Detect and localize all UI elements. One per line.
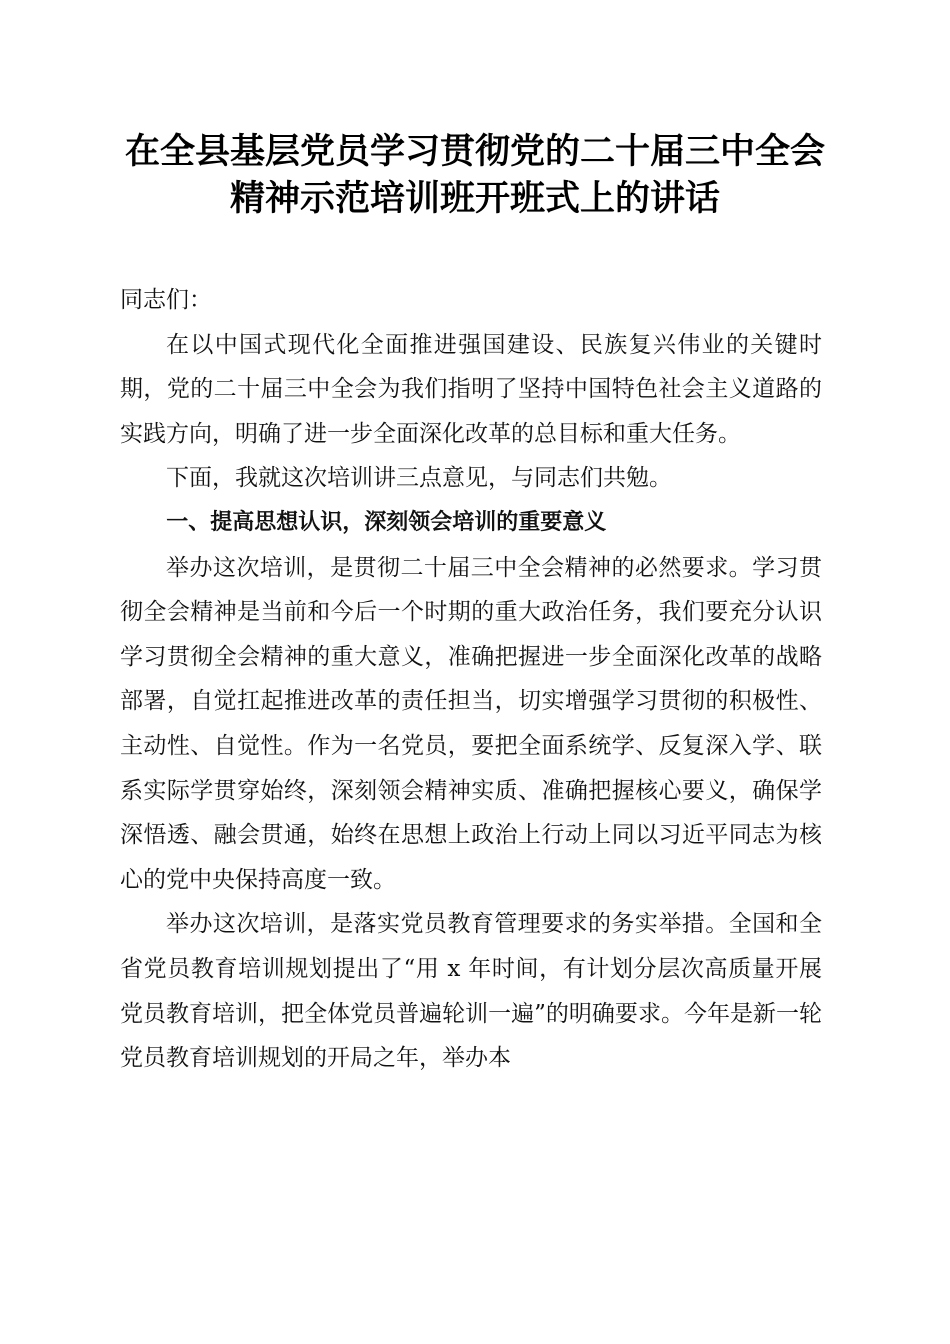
document-title (0, 128, 950, 222)
document-body (120, 278, 822, 1081)
section-paragraph-1: 举办这次培训，是贯彻二十届三中全会精神的必然要求。学习贯彻全会精神是当前和今后一个时期的重大政治任务，我们要充分认识学习贯彻全会精神的重大意义，准确把握进一步全面深化改革的战略部署，自觉扛起推进改革的责任担当，切实增强学习贯彻的积极性、主动性、自觉性。作为一名党员，要把全面系统学、反复深入学、联系实际学贯穿始终，深刻领会精神实质、准确把握核心要义，确保学深悟透、融会贯通，始终在思想上政治上行动上同以习近平同志为核心的党中央保持高度一致。 (120, 554, 822, 893)
paragraph-intro: 在以中国式现代化全面推进强国建设、民族复兴伟业的关键时期，党的二十届三中全会为我们指明了坚持中国特色社会主义道路的实践方向，明确了进一步全面深化改革的总目标和重大任务。 (120, 331, 822, 447)
section-heading-1: 一、提高思想认识，深刻领会培训的重要意义 (166, 509, 607, 535)
title-line-2: 精神示范培训班开班式上的讲话 (229, 178, 720, 219)
title-line-1: 在全县基层党员学习贯彻党的二十届三中全会 (124, 131, 825, 172)
salutation: 同志们： (120, 287, 212, 313)
paragraph-outline: 下面，我就这次培训讲三点意见，与同志们共勉。 (166, 465, 672, 492)
section-paragraph-2: 举办这次培训，是落实党员教育管理要求的务实举措。全国和全省党员教育培训规划提出了“用 x 年时间，有计划分层次高质量开展党员教育培训，把全体党员普遍轮训一遍”的明确要求。今年是新一轮党员教育培训规划的开局之年，举办本 (120, 911, 822, 1072)
